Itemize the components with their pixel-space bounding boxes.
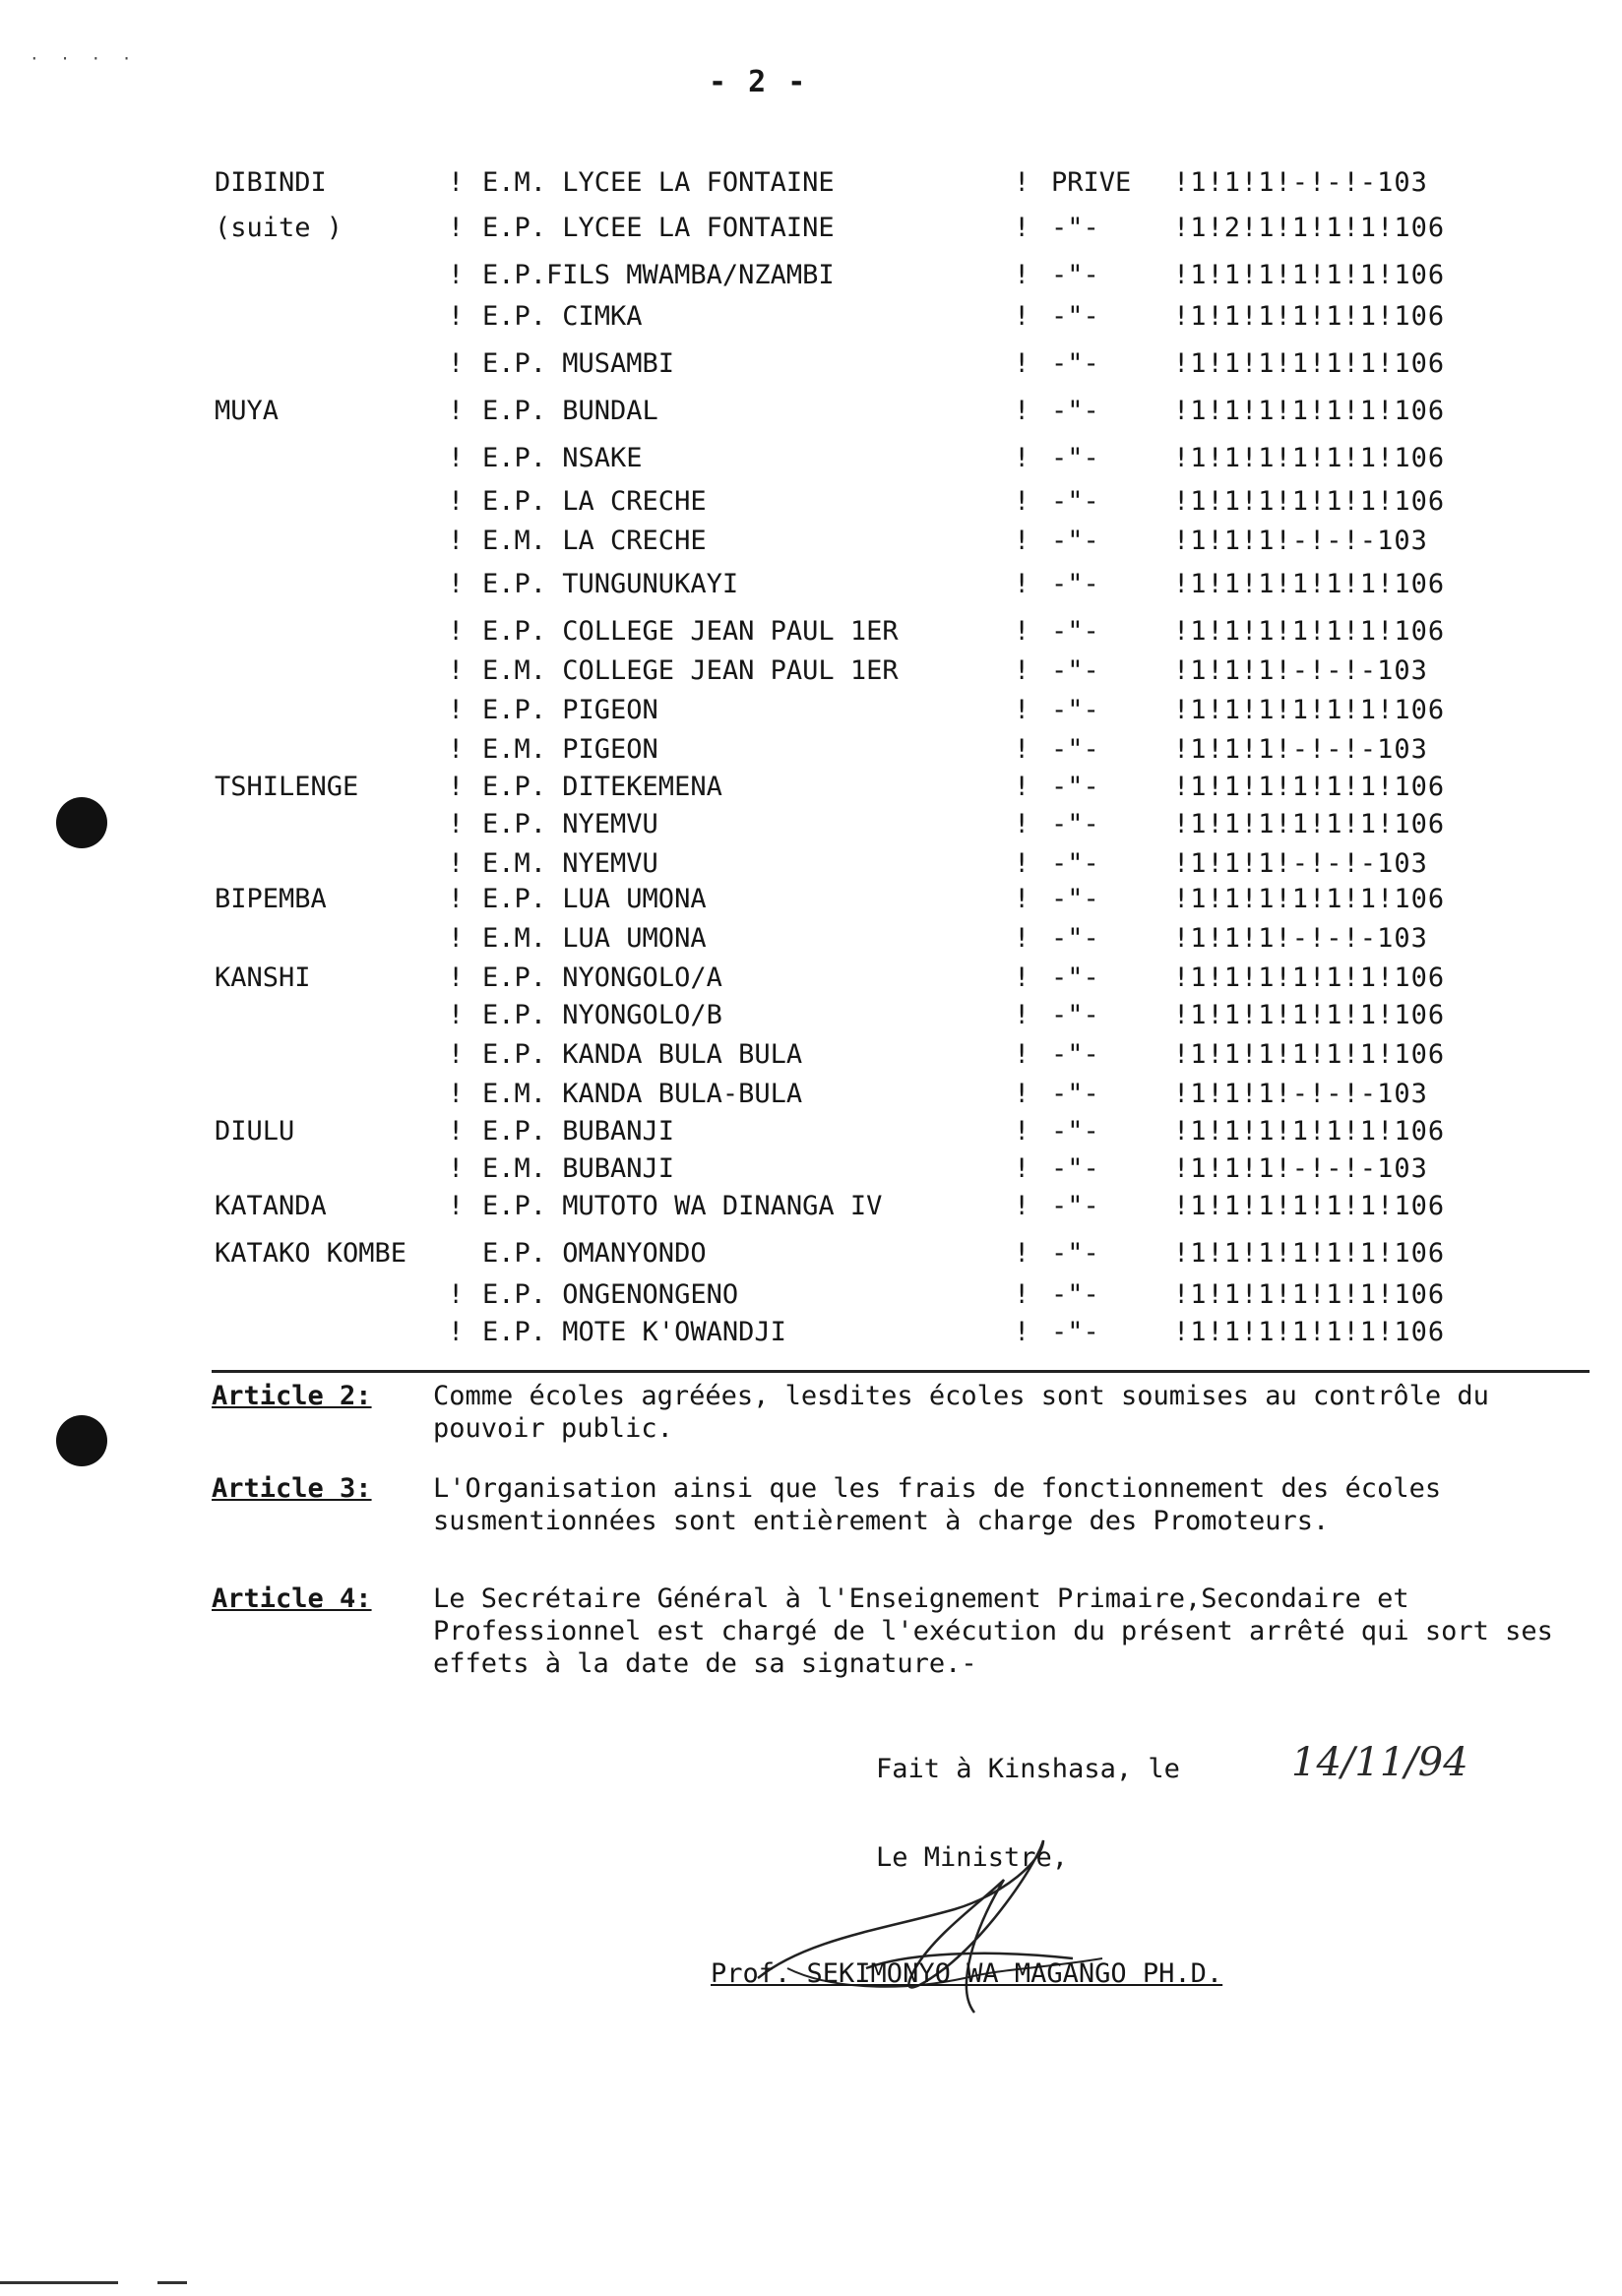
column-separator: ! xyxy=(1014,348,1030,379)
column-separator: ! xyxy=(448,526,465,556)
column-separator: ! xyxy=(1014,923,1030,954)
scan-specks: · · · · xyxy=(30,49,138,68)
location-cell: KATANDA xyxy=(215,1191,327,1221)
school-name-cell: E.P. LUA UMONA xyxy=(482,884,707,914)
school-name-cell: E.P. NYEMVU xyxy=(482,809,658,839)
column-separator: ! xyxy=(1014,884,1030,914)
school-name-cell: E.M. NYEMVU xyxy=(482,848,658,879)
punch-hole xyxy=(56,1415,107,1466)
status-cell: -"- xyxy=(1051,1079,1099,1109)
school-name-cell: E.M. LYCEE LA FONTAINE xyxy=(482,167,835,198)
column-separator: ! xyxy=(1014,167,1030,198)
column-separator: ! xyxy=(448,1000,465,1030)
grades-cell: !1!1!1!1!1!1!106 xyxy=(1173,1116,1446,1147)
school-name-cell: E.P. CIMKA xyxy=(482,301,643,332)
school-name-cell: E.M. PIGEON xyxy=(482,734,658,765)
grades-cell: !1!2!1!1!1!1!106 xyxy=(1173,213,1446,243)
location-cell: (suite ) xyxy=(215,213,343,243)
school-name-cell: E.M. LUA UMONA xyxy=(482,923,707,954)
status-cell: -"- xyxy=(1051,616,1099,647)
school-name-cell: E.P. NSAKE xyxy=(482,443,643,473)
grades-cell: !1!1!1!1!1!1!106 xyxy=(1173,1279,1446,1310)
column-separator: ! xyxy=(448,260,465,290)
school-name-cell: E.P. BUBANJI xyxy=(482,1116,675,1147)
column-separator: ! xyxy=(448,616,465,647)
column-separator: ! xyxy=(448,848,465,879)
school-name-cell: E.P. OMANYONDO xyxy=(482,1238,707,1269)
school-name-cell: E.P. MUTOTO WA DINANGA IV xyxy=(482,1191,883,1221)
column-separator: ! xyxy=(448,1079,465,1109)
place-line: Fait à Kinshasa, le xyxy=(876,1754,1180,1784)
grades-cell: !1!1!1!-!-!-103 xyxy=(1173,923,1428,954)
column-separator: ! xyxy=(448,923,465,954)
column-separator: ! xyxy=(1014,616,1030,647)
handwritten-date: 14/11/94 xyxy=(1291,1740,1468,1785)
table-bottom-rule xyxy=(212,1370,1590,1373)
column-separator: ! xyxy=(1014,695,1030,725)
column-separator: ! xyxy=(448,1279,465,1310)
school-name-cell: E.P. ONGENONGENO xyxy=(482,1279,739,1310)
grades-cell: !1!1!1!1!1!1!106 xyxy=(1173,301,1446,332)
status-cell: -"- xyxy=(1051,301,1099,332)
article-label: Article 4: xyxy=(212,1583,372,1614)
school-name-cell: E.M. LA CRECHE xyxy=(482,526,707,556)
column-separator: ! xyxy=(448,301,465,332)
column-separator: ! xyxy=(448,213,465,243)
column-separator: ! xyxy=(1014,443,1030,473)
column-separator: ! xyxy=(448,167,465,198)
grades-cell: !1!1!1!1!1!1!106 xyxy=(1173,809,1446,839)
status-cell: -"- xyxy=(1051,848,1099,879)
column-separator: ! xyxy=(1014,1000,1030,1030)
status-cell: -"- xyxy=(1051,1191,1099,1221)
school-name-cell: E.M. KANDA BULA-BULA xyxy=(482,1079,803,1109)
grades-cell: !1!1!1!1!1!1!106 xyxy=(1173,616,1446,647)
school-name-cell: E.P. BUNDAL xyxy=(482,396,658,426)
column-separator: ! xyxy=(1014,301,1030,332)
grades-cell: !1!1!1!1!1!1!106 xyxy=(1173,1317,1446,1347)
column-separator: ! xyxy=(1014,1238,1030,1269)
status-cell: -"- xyxy=(1051,1039,1099,1070)
column-separator: ! xyxy=(1014,1116,1030,1147)
status-cell: -"- xyxy=(1051,884,1099,914)
grades-cell: !1!1!1!1!1!1!106 xyxy=(1173,695,1446,725)
grades-cell: !1!1!1!1!1!1!106 xyxy=(1173,396,1446,426)
punch-hole xyxy=(56,797,107,848)
article-text: L'Organisation ainsi que les frais de fonctionnement des écoles susmentionnées sont entièrement à charge des Promoteurs. xyxy=(433,1473,1442,1536)
column-separator: ! xyxy=(1014,1279,1030,1310)
grades-cell: !1!1!1!1!1!1!106 xyxy=(1173,260,1446,290)
article-text: Le Secrétaire Général à l'Enseignement Primaire,Secondaire et Professionnel est chargé de l'exécution du présent arrêté qui sort ses effets à la date de sa signature.- xyxy=(433,1583,1553,1679)
grades-cell: !1!1!1!1!1!1!106 xyxy=(1173,569,1446,599)
status-cell: -"- xyxy=(1051,695,1099,725)
location-cell: KATAKO KOMBE xyxy=(215,1238,407,1269)
column-separator: ! xyxy=(1014,260,1030,290)
location-cell: BIPEMBA xyxy=(215,884,327,914)
grades-cell: !1!1!1!1!1!1!106 xyxy=(1173,1191,1446,1221)
status-cell: -"- xyxy=(1051,809,1099,839)
column-separator: ! xyxy=(1014,569,1030,599)
signatory-name: Prof. SEKIMONYO WA MAGANGO PH.D. xyxy=(711,1958,1223,1989)
location-cell: DIBINDI xyxy=(215,167,327,198)
column-separator: ! xyxy=(1014,526,1030,556)
column-separator: ! xyxy=(448,1116,465,1147)
status-cell: -"- xyxy=(1051,1153,1099,1184)
status-cell: -"- xyxy=(1051,1279,1099,1310)
status-cell: -"- xyxy=(1051,772,1099,802)
school-name-cell: E.P. TUNGUNUKAYI xyxy=(482,569,739,599)
school-name-cell: E.M. COLLEGE JEAN PAUL 1ER xyxy=(482,655,899,686)
school-name-cell: E.P. LA CRECHE xyxy=(482,486,707,517)
school-name-cell: E.P. COLLEGE JEAN PAUL 1ER xyxy=(482,616,899,647)
column-separator: ! xyxy=(448,486,465,517)
grades-cell: !1!1!1!1!1!1!106 xyxy=(1173,962,1446,993)
status-cell: -"- xyxy=(1051,923,1099,954)
grades-cell: !1!1!1!-!-!-103 xyxy=(1173,734,1428,765)
status-cell: -"- xyxy=(1051,1116,1099,1147)
grades-cell: !1!1!1!1!1!1!106 xyxy=(1173,772,1446,802)
column-separator: ! xyxy=(448,443,465,473)
grades-cell: !1!1!1!1!1!1!106 xyxy=(1173,1238,1446,1269)
status-cell: -"- xyxy=(1051,962,1099,993)
column-separator: ! xyxy=(1014,809,1030,839)
column-separator: ! xyxy=(1014,962,1030,993)
column-separator: ! xyxy=(448,1039,465,1070)
status-cell: -"- xyxy=(1051,443,1099,473)
column-separator: ! xyxy=(1014,734,1030,765)
status-cell: -"- xyxy=(1051,1000,1099,1030)
article-label: Article 3: xyxy=(212,1473,372,1504)
status-cell: -"- xyxy=(1051,486,1099,517)
column-separator: ! xyxy=(448,809,465,839)
grades-cell: !1!1!1!1!1!1!106 xyxy=(1173,884,1446,914)
scan-edge-marks xyxy=(0,2281,197,2285)
grades-cell: !1!1!1!-!-!-103 xyxy=(1173,526,1428,556)
column-separator: ! xyxy=(1014,1191,1030,1221)
grades-cell: !1!1!1!-!-!-103 xyxy=(1173,1079,1428,1109)
grades-cell: !1!1!1!1!1!1!106 xyxy=(1173,348,1446,379)
minister-title: Le Ministre, xyxy=(876,1842,1069,1873)
column-separator: ! xyxy=(1014,213,1030,243)
article-text: Comme écoles agréées, lesdites écoles sont soumises au contrôle du pouvoir public. xyxy=(433,1381,1489,1444)
column-separator: ! xyxy=(448,1191,465,1221)
school-name-cell: E.P. NYONGOLO/B xyxy=(482,1000,722,1030)
column-separator: ! xyxy=(1014,848,1030,879)
column-separator: ! xyxy=(1014,396,1030,426)
school-name-cell: E.P.FILS MWAMBA/NZAMBI xyxy=(482,260,835,290)
status-cell: -"- xyxy=(1051,396,1099,426)
status-cell: -"- xyxy=(1051,260,1099,290)
column-separator: ! xyxy=(1014,655,1030,686)
status-cell: -"- xyxy=(1051,655,1099,686)
grades-cell: !1!1!1!-!-!-103 xyxy=(1173,1153,1428,1184)
grades-cell: !1!1!1!-!-!-103 xyxy=(1173,655,1428,686)
grades-cell: !1!1!1!1!1!1!106 xyxy=(1173,1039,1446,1070)
column-separator: ! xyxy=(448,772,465,802)
column-separator: ! xyxy=(448,1153,465,1184)
status-cell: -"- xyxy=(1051,526,1099,556)
grades-cell: !1!1!1!1!1!1!106 xyxy=(1173,486,1446,517)
column-separator: ! xyxy=(1014,1039,1030,1070)
school-name-cell: E.P. MOTE K'OWANDJI xyxy=(482,1317,786,1347)
column-separator: ! xyxy=(1014,486,1030,517)
location-cell: KANSHI xyxy=(215,962,311,993)
school-name-cell: E.P. PIGEON xyxy=(482,695,658,725)
grades-cell: !1!1!1!-!-!-103 xyxy=(1173,167,1428,198)
status-cell: -"- xyxy=(1051,1317,1099,1347)
location-cell: TSHILENGE xyxy=(215,772,359,802)
school-name-cell: E.P. NYONGOLO/A xyxy=(482,962,722,993)
column-separator: ! xyxy=(448,655,465,686)
column-separator: ! xyxy=(1014,1153,1030,1184)
column-separator: ! xyxy=(1014,1079,1030,1109)
column-separator: ! xyxy=(448,396,465,426)
column-separator: ! xyxy=(448,884,465,914)
article-label: Article 2: xyxy=(212,1381,372,1411)
page-number: - 2 - xyxy=(709,65,808,99)
column-separator: ! xyxy=(448,734,465,765)
school-name-cell: E.P. DITEKEMENA xyxy=(482,772,722,802)
column-separator: ! xyxy=(1014,1317,1030,1347)
column-separator: ! xyxy=(448,695,465,725)
column-separator: ! xyxy=(1014,772,1030,802)
column-separator: ! xyxy=(448,569,465,599)
status-cell: -"- xyxy=(1051,734,1099,765)
column-separator: ! xyxy=(448,962,465,993)
status-cell: PRIVE xyxy=(1051,167,1132,198)
grades-cell: !1!1!1!1!1!1!106 xyxy=(1173,443,1446,473)
school-name-cell: E.P. KANDA BULA BULA xyxy=(482,1039,803,1070)
status-cell: -"- xyxy=(1051,213,1099,243)
status-cell: -"- xyxy=(1051,348,1099,379)
school-name-cell: E.M. BUBANJI xyxy=(482,1153,675,1184)
status-cell: -"- xyxy=(1051,569,1099,599)
grades-cell: !1!1!1!1!1!1!106 xyxy=(1173,1000,1446,1030)
column-separator: ! xyxy=(448,1317,465,1347)
status-cell: -"- xyxy=(1051,1238,1099,1269)
column-separator: ! xyxy=(448,348,465,379)
school-name-cell: E.P. LYCEE LA FONTAINE xyxy=(482,213,835,243)
grades-cell: !1!1!1!-!-!-103 xyxy=(1173,848,1428,879)
location-cell: MUYA xyxy=(215,396,280,426)
location-cell: DIULU xyxy=(215,1116,295,1147)
school-name-cell: E.P. MUSAMBI xyxy=(482,348,675,379)
